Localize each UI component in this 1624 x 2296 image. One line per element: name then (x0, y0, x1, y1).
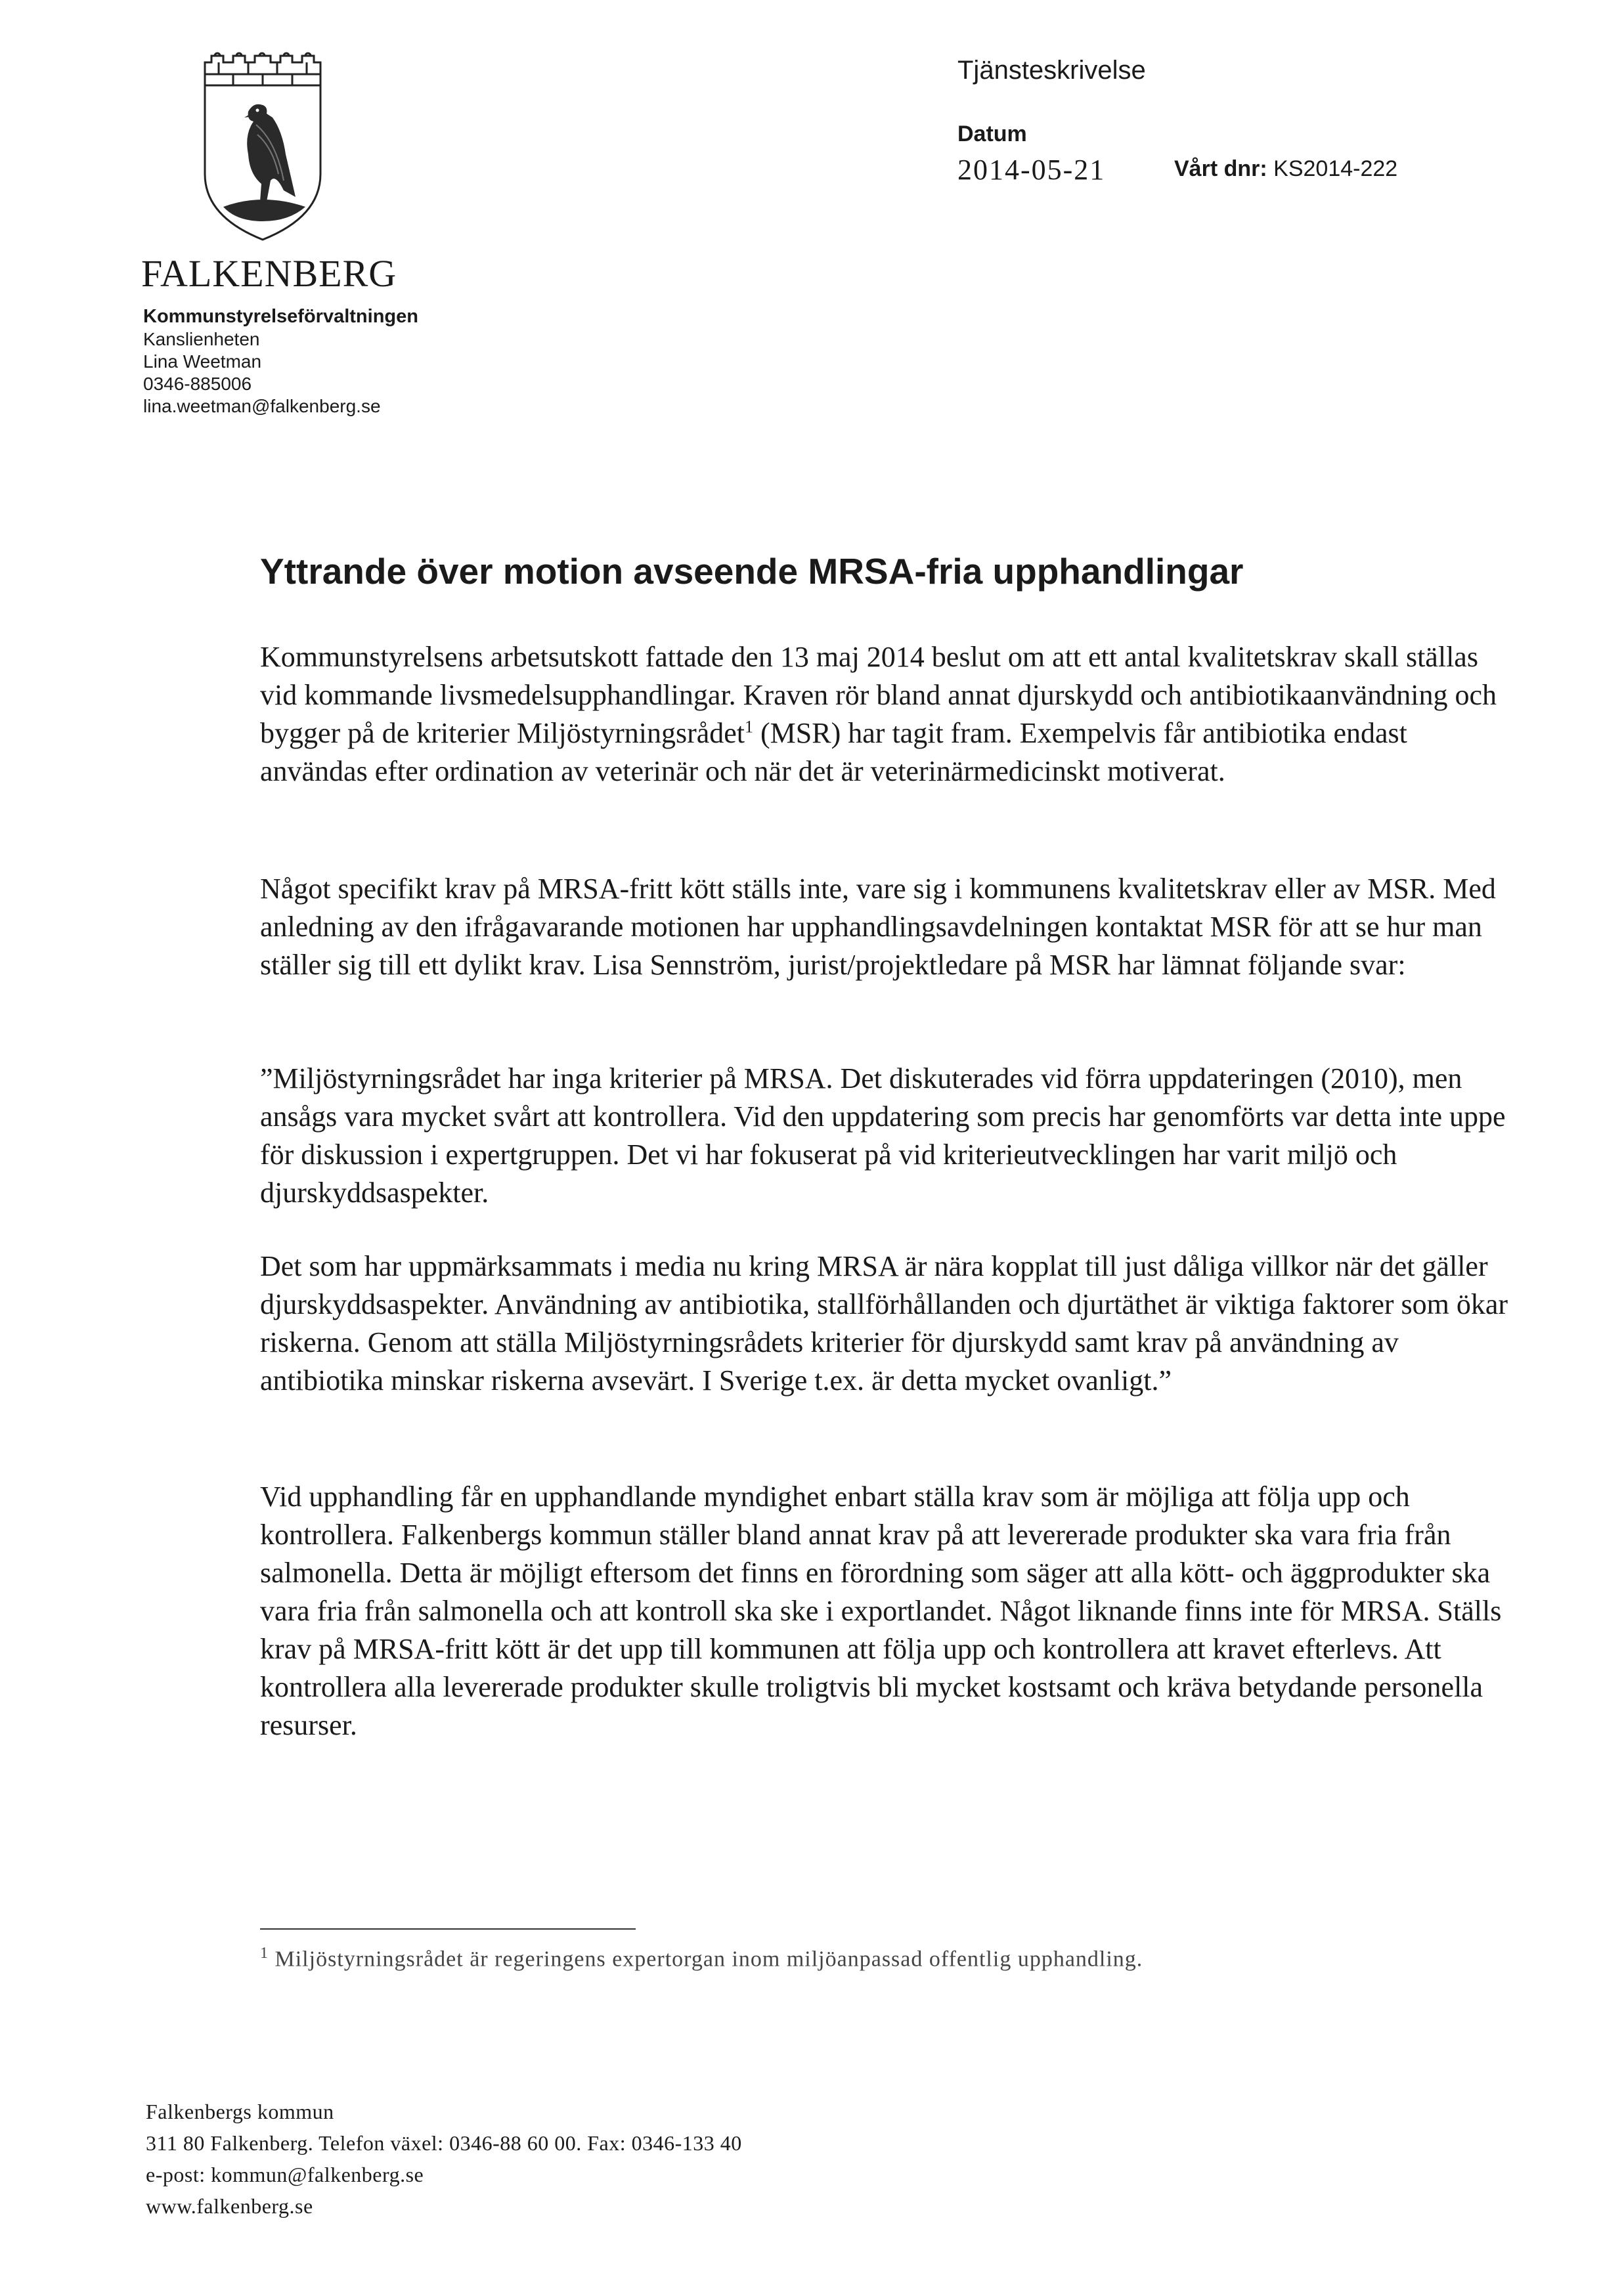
contact-email: lina.weetman@falkenberg.se (143, 396, 381, 416)
footnote (260, 1945, 1143, 1972)
footer-email: e-post: kommun@falkenberg.se (146, 2163, 424, 2186)
org-name: FALKENBERG (141, 252, 397, 295)
unit-name: Kanslienheten (143, 329, 260, 349)
quoted-paragraph: Det som har uppmärksammats i media nu kring MRSA är nära kopplat till just dåliga villkor när det gäller djurskyddsaspekter. Användning av antibiotika, stallförhållanden och djurtäthet är viktiga faktorer som ökar riskerna. Genom att ställa Miljöstyrningsrådets kriterier för djurskydd samt krav på användning av antibiotika minskar riskerna avsevärt. I Sverige t.ex. är detta mycket ovanligt.” (260, 1250, 1508, 1397)
footnote-number: 1 (260, 1945, 269, 1962)
paragraph: Vid upphandling får en upphandlande myndighet enbart ställa krav som är möjliga att följa upp och kontrollera. Falkenbergs kommun ställer bland annat krav på att levererade produkter ska vara fria från salmonella. Detta är möjligt eftersom det finns en förordning som säger att alla kött- och äggprodukter ska vara fria från salmonella och att kontroll ska ske i exportlandet. Något liknande finns inte för MRSA. Ställs krav på MRSA-fritt kött är det upp till kommunen att följa upp och kontrollera att kravet efterlevs. Att kontrollera alla levererade produkter skulle troligtvis bli mycket kostsamt och kräva betydande personella resurser. (260, 1481, 1502, 1742)
reference-number-label: Vårt dnr: (1174, 156, 1267, 181)
paragraph (260, 638, 1521, 791)
reference-number-value: KS2014-222 (1273, 156, 1398, 181)
footnote-reference: 1 (745, 717, 754, 737)
footer-address: 311 80 Falkenberg. Telefon växel: 0346-88 60 00. Fax: 0346-133 40 (146, 2131, 742, 2155)
footnote-divider (260, 1928, 636, 1930)
quoted-paragraph: ”Miljöstyrningsrådet har inga kriterier på MRSA. Det diskuterades vid förra uppdateringen (2010), men ansågs vara mycket svårt att kontrollera. Vid den uppdatering som precis har genomförts var detta inte uppe för diskussion i expertgruppen. Det vi har fokuserat på vid kriterieutvecklingen har varit miljö och djurskyddsaspekter. (260, 1062, 1506, 1209)
paragraph-text: Kommunstyrelsens arbetsutskott fattade den 13 maj 2014 beslut om att ett antal kvalitetskrav skall ställas vid kommande livsmedelsupphandlingar. Kraven rör bland annat djurskydd och antibiotikaanvändning och bygger på de kriterier Miljöstyrningsrådet (260, 641, 1497, 750)
department-name: Kommunstyrelseförvaltningen (143, 306, 418, 327)
falcon-crest-icon (197, 49, 328, 246)
reference-number (1174, 156, 1397, 182)
document-type: Tjänsteskrivelse (957, 56, 1146, 85)
paragraph-text: (MSR) har tagit fram. Exempelvis får antibiotika endast användas efter ordination av veterinär och när det är veterinärmedicinskt motiverat. (260, 717, 1407, 788)
footer-website: www.falkenberg.se (146, 2194, 313, 2218)
paragraph: Något specifikt krav på MRSA-fritt kött ställs inte, vare sig i kommunens kvalitetskrav eller av MSR. Med anledning av den ifrågavarande motionen har upphandlingsavdelningen kontaktat MSR för att se hur man ställer sig till ett dylikt krav. Lisa Sennström, jurist/projektledare på MSR har lämnat följande svar: (260, 873, 1496, 982)
document-title: Yttrande över motion avseende MRSA-fria upphandlingar (260, 551, 1244, 592)
footer-org-name: Falkenbergs kommun (146, 2100, 334, 2123)
footnote-text: Miljöstyrningsrådet är regeringens expertorgan inom miljöanpassad offentlig upphandling. (269, 1947, 1143, 1972)
date-label: Datum (957, 121, 1027, 146)
date-value: 2014-05-21 (957, 154, 1106, 186)
contact-phone: 0346-885006 (143, 374, 252, 394)
contact-name: Lina Weetman (143, 351, 262, 372)
